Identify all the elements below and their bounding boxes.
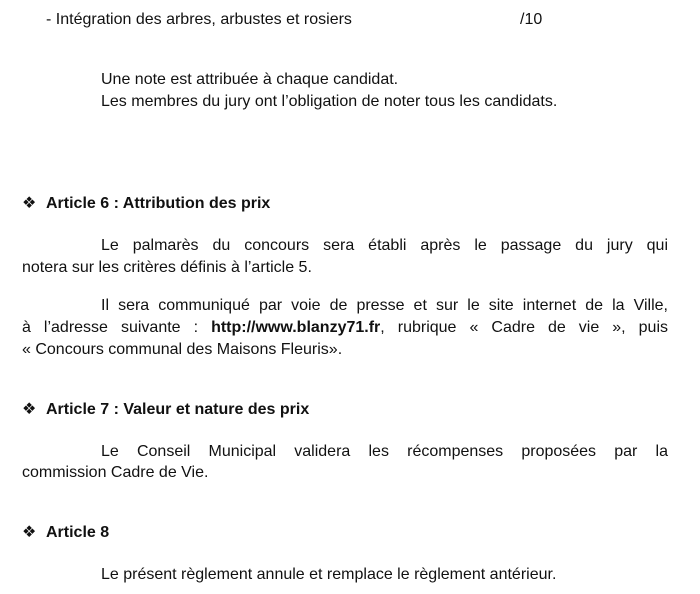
diamond-bullet-icon: ❖ — [22, 195, 37, 212]
article-7-title: Article 7 : Valeur et nature des prix — [46, 401, 310, 418]
article-7-para-line1: Le Conseil Municipal validera les récompenses proposées par la — [101, 443, 668, 460]
criteria-score: /10 — [520, 11, 543, 28]
article-6-para2-line1: Il sera communiqué par voie de presse et sur le site internet de la Ville, — [101, 297, 668, 314]
article-6-para2-line3: « Concours communal des Maisons Fleuris». — [22, 341, 343, 358]
article-6-para1-line1: Le palmarès du concours sera établi après le passage du jury qui — [101, 237, 668, 254]
article-8-heading — [22, 523, 109, 543]
article-8-title: Article 8 — [46, 524, 110, 541]
article-7-para-line2: commission Cadre de Vie. — [22, 464, 209, 481]
criteria-item — [46, 10, 352, 30]
article-6-para2-line2: à l’adresse suivante : http://www.blanzy71.fr, rubrique « Cadre de vie », puis — [22, 319, 668, 336]
article-8-para-line1: Le présent règlement annule et remplace le règlement antérieur. — [101, 566, 557, 583]
diamond-bullet-icon: ❖ — [22, 524, 37, 541]
article-6-para1-line2: notera sur les critères définis à l’article 5. — [22, 259, 312, 276]
article-7-heading — [22, 400, 309, 420]
note-line-1: Une note est attribuée à chaque candidat. — [101, 71, 399, 88]
diamond-bullet-icon: ❖ — [22, 401, 37, 418]
website-link[interactable]: http://www.blanzy71.fr — [211, 319, 381, 336]
note-line-2: Les membres du jury ont l’obligation de noter tous les candidats. — [101, 93, 558, 110]
article-6-heading — [22, 194, 270, 214]
article-6-title: Article 6 : Attribution des prix — [46, 195, 271, 212]
criteria-item-label: - Intégration des arbres, arbustes et rosiers — [46, 11, 352, 28]
